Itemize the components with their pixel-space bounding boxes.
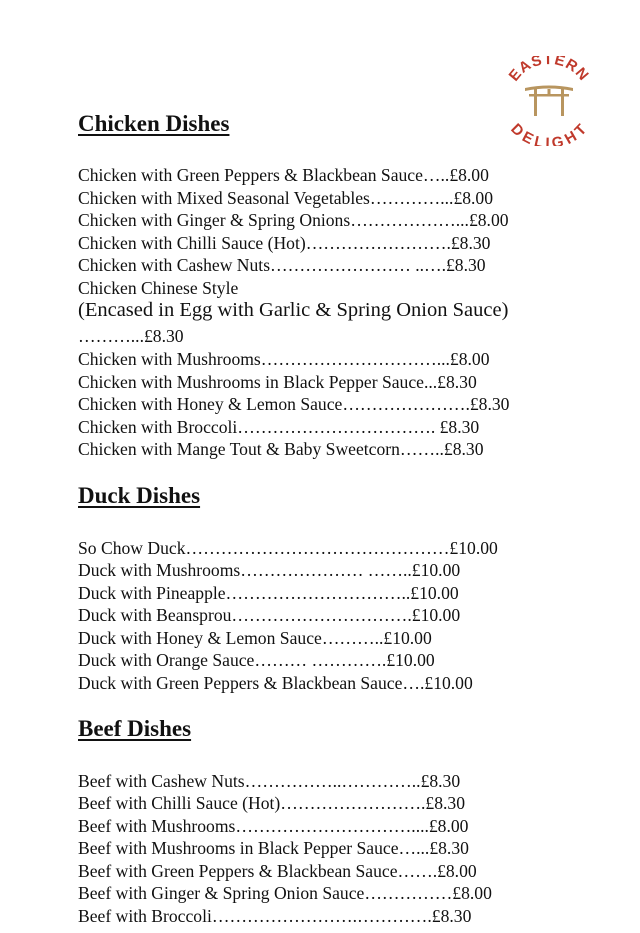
menu-item: Beef with Mushrooms in Black Pepper Sauce…...£8.30 (78, 838, 469, 858)
menu-item: Beef with Mushrooms…………………………....£8.00 (78, 816, 469, 836)
menu-item: Chicken with Green Peppers & Blackbean Sauce…..£8.00 (78, 165, 489, 185)
menu-item: Duck with Beansprou………………………….£10.00 (78, 605, 461, 625)
menu-item: Duck with Honey & Lemon Sauce………..£10.00 (78, 628, 432, 648)
menu-item: So Chow Duck………………………………………£10.00 (78, 538, 498, 558)
eastern-delight-logo (497, 56, 601, 146)
menu-item: Chicken with Honey & Lemon Sauce………………….£8.30 (78, 394, 510, 414)
section-heading-beef: Beef Dishes (78, 716, 192, 741)
menu-item: Chicken with Mange Tout & Baby Sweetcorn……..£8.30 (78, 439, 484, 459)
svg-text:DELIGHT (507, 121, 591, 146)
logo-text-top: EASTERN (505, 56, 593, 85)
menu-item: Duck with Pineapple…………………………..£10.00 (78, 583, 459, 603)
menu-item: Beef with Ginger & Spring Onion Sauce……………£8.00 (78, 883, 492, 903)
svg-text:EASTERN (506, 56, 593, 85)
menu-item: Beef with Cashew Nuts……………..…………..£8.30 (78, 771, 461, 791)
menu-item: Beef with Broccoli…………………….………….£8.30 (78, 906, 472, 926)
menu-item: Chicken Chinese Style (78, 278, 239, 298)
gate-icon (525, 86, 573, 117)
section-heading-chicken: Chicken Dishes (78, 111, 230, 136)
menu-item: Chicken with Mixed Seasonal Vegetables…………...£8.00 (78, 188, 494, 208)
menu-item: ………...£8.30 (78, 326, 184, 346)
menu-item: Chicken with Broccoli……………………………. £8.30 (78, 417, 480, 437)
menu-item-note: (Encased in Egg with Garlic & Spring Onion Sauce) (78, 299, 509, 321)
menu-item: Chicken with Cashew Nuts…………………… ..….£8.30 (78, 255, 486, 275)
menu-item: Duck with Green Peppers & Blackbean Sauce….£10.00 (78, 673, 473, 693)
menu-item: Duck with Mushrooms………………… ……..£10.00 (78, 560, 461, 580)
section-heading-duck: Duck Dishes (78, 483, 201, 508)
menu-item: Beef with Green Peppers & Blackbean Sauce…….£8.00 (78, 861, 477, 881)
menu-item: Chicken with Mushrooms…………………………...£8.00 (78, 349, 490, 369)
menu-item: Beef with Chilli Sauce (Hot)…………………….£8.30 (78, 793, 466, 813)
menu-item: Chicken with Ginger & Spring Onions………………...£8.00 (78, 210, 509, 230)
menu-item: Duck with Orange Sauce……… ………….£10.00 (78, 650, 435, 670)
menu-item: Chicken with Chilli Sauce (Hot)…………………….£8.30 (78, 233, 491, 253)
menu-item: Chicken with Mushrooms in Black Pepper Sauce...£8.30 (78, 372, 477, 392)
logo-text-bottom: DELIGHT (507, 120, 592, 146)
